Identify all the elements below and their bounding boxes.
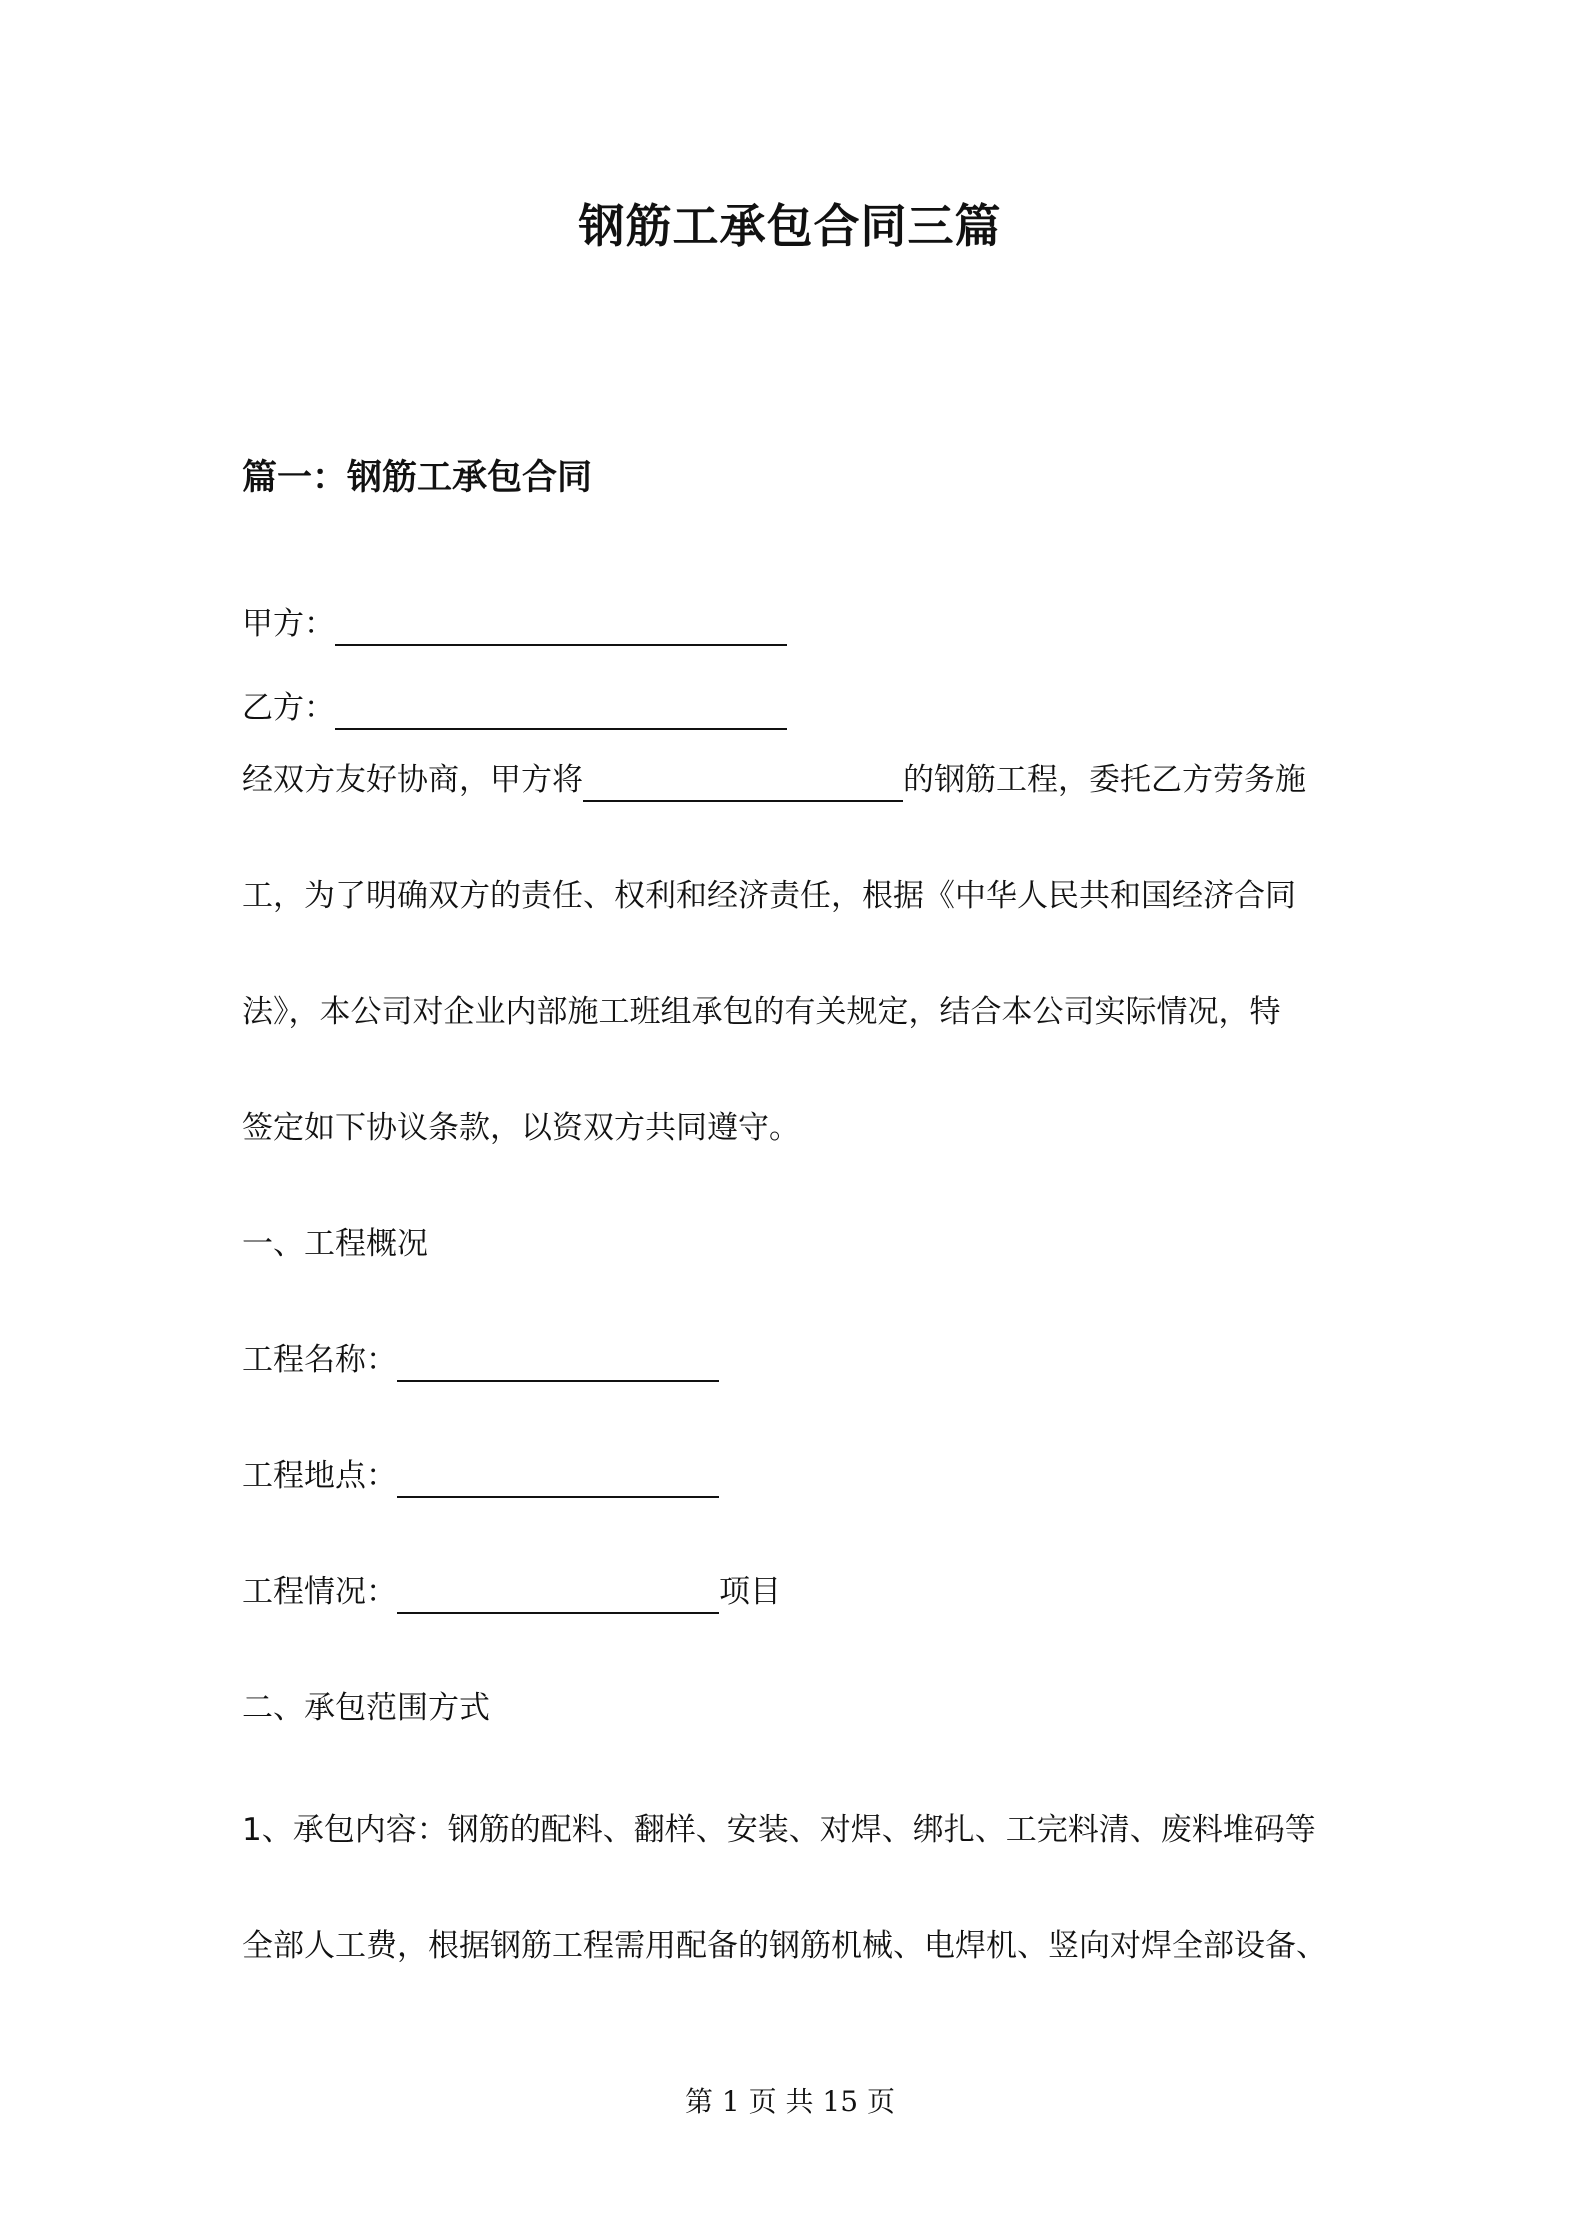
project-name-row (242, 1338, 719, 1382)
intro-paragraph-line: 法》，本公司对企业内部施工班组承包的有关规定，结合本公司实际情况，特 (242, 994, 1281, 1030)
party-b-row (242, 686, 787, 730)
project-status-blank (397, 1572, 719, 1614)
clause-heading: 二、承包范围方式 (242, 1690, 490, 1726)
clause-heading: 一、工程概况 (242, 1226, 428, 1262)
project-status-row (242, 1570, 781, 1614)
intro-paragraph-line (242, 758, 1306, 802)
project-status-suffix: 项目 (719, 1574, 781, 1610)
document-title: 钢筋工承包合同三篇 (578, 199, 1002, 253)
scope-paragraph-line: 全部人工费，根据钢筋工程需用配备的钢筋机械、电焊机、竖向对焊全部设备、 (242, 1928, 1327, 1964)
intro-paragraph-line: 工，为了明确双方的责任、权利和经济责任，根据《中华人民共和国经济合同 (242, 878, 1296, 914)
project-location-label: 工程地点： (242, 1458, 397, 1494)
project-blank (583, 760, 903, 802)
intro-paragraph-line: 签定如下协议条款，以资双方共同遵守。 (242, 1110, 800, 1146)
intro-text-after: 的钢筋工程，委托乙方劳务施 (903, 762, 1306, 798)
party-b-label: 乙方： (242, 690, 335, 726)
project-location-blank (397, 1456, 719, 1498)
section-heading: 篇一：钢筋工承包合同 (242, 458, 593, 498)
party-b-blank (335, 688, 787, 730)
party-a-blank (335, 604, 787, 646)
intro-text-before: 经双方友好协商，甲方将 (242, 762, 583, 798)
project-name-label: 工程名称： (242, 1342, 397, 1378)
project-location-row (242, 1454, 719, 1498)
party-a-label: 甲方： (242, 606, 335, 642)
page-footer: 第 1 页 共 15 页 (685, 2085, 895, 2118)
project-name-blank (397, 1340, 719, 1382)
project-status-label: 工程情况： (242, 1574, 397, 1610)
party-a-row (242, 602, 787, 646)
scope-paragraph-line: 1、承包内容：钢筋的配料、翻样、安装、对焊、绑扎、工完料清、废料堆码等 (242, 1812, 1316, 1848)
